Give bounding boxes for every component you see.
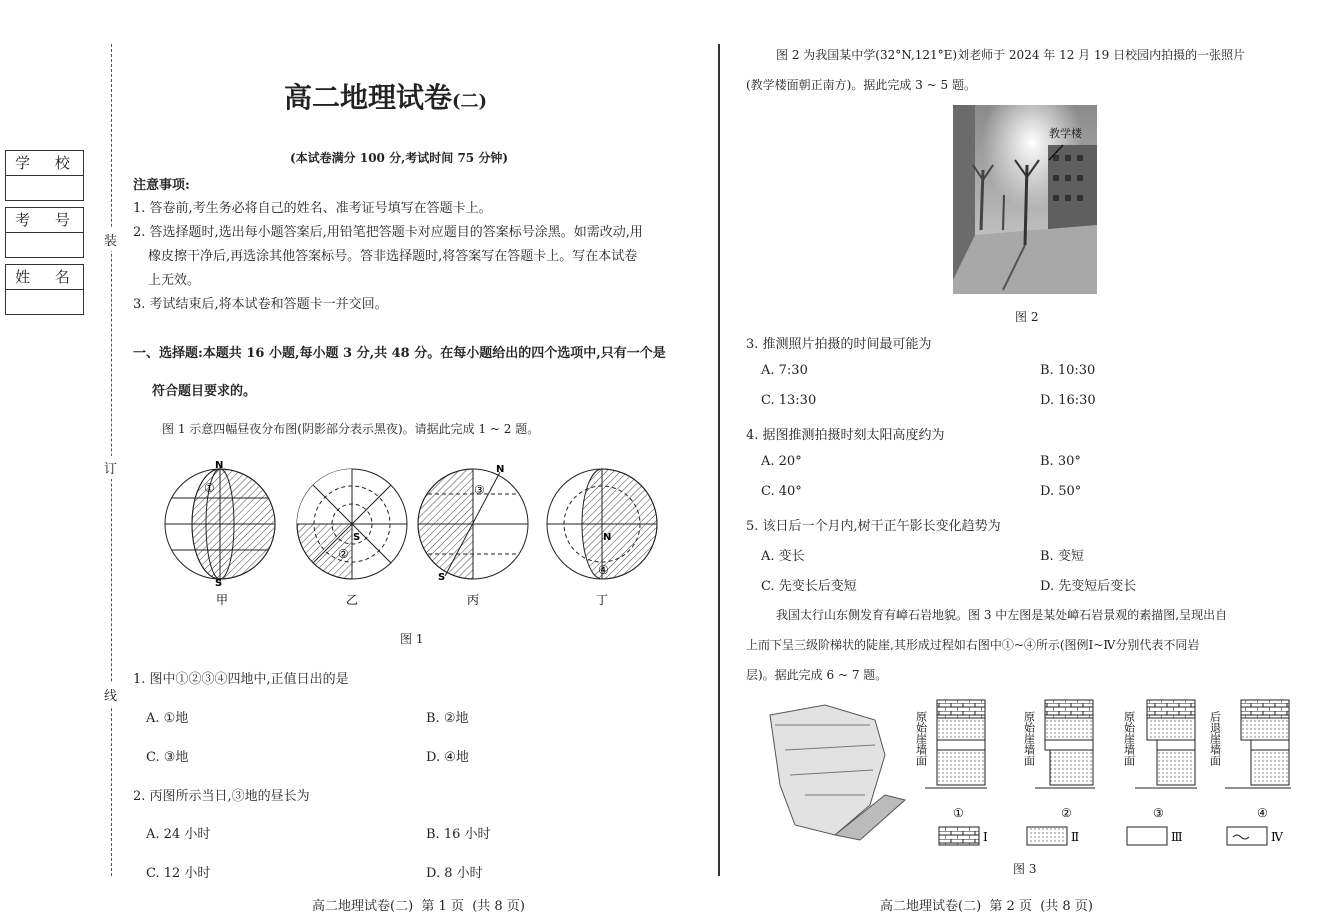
school-label: 学 校 (6, 151, 83, 176)
school-blank[interactable] (6, 176, 83, 200)
wall-label-1: 原始崖墙面 (914, 711, 928, 766)
q2-option-a[interactable]: A. 24 小时 (146, 827, 211, 842)
fig3-intro-line3: 层)。据此完成 6 ~ 7 题。 (746, 668, 888, 682)
exam-no-box (5, 207, 84, 258)
globe-yi (297, 469, 407, 579)
q3-option-b[interactable]: B. 10:30 (1040, 363, 1096, 378)
globe-bing (418, 469, 528, 579)
fig3-intro-line1: 我国太行山东侧发育有嶂石岩地貌。图 3 中左图是某处嶂石岩景观的素描图,呈现出自 (776, 608, 1228, 622)
q3-option-a[interactable]: A. 7:30 (761, 363, 808, 378)
notice-3: 3. 考试结束后,将本试卷和答题卡一并交回。 (133, 297, 388, 312)
section-1-heading: 一、选择题:本题共 16 小题,每小题 3 分,共 48 分。在每小题给出的四个选项中,只有一个是 (133, 346, 666, 361)
footer-page-2: 高二地理试卷(二) 第 2 页 (共 8 页) (880, 899, 1093, 914)
fig1-intro: 图 1 示意四幅昼夜分布图(阴影部分表示黑夜)。请据此完成 1 ~ 2 题。 (162, 422, 540, 436)
exam-no-label: 考 号 (6, 208, 83, 233)
label-ding: 丁 (596, 593, 609, 607)
wall-label-2: 原始崖墙面 (1022, 711, 1036, 766)
marker-4: ④ (598, 563, 609, 577)
legend-4: Ⅳ (1271, 830, 1283, 844)
q4-stem: 4. 据图推测拍摄时刻太阳高度约为 (746, 428, 945, 443)
fig2-caption: 图 2 (1015, 310, 1039, 324)
legend-swatch-3 (1127, 827, 1167, 845)
q2-option-b[interactable]: B. 16 小时 (426, 827, 491, 842)
fig3-caption: 图 3 (1013, 862, 1037, 876)
label-bing: 丙 (467, 593, 480, 607)
q1-stem: 1. 图中①②③④四地中,正值日出的是 (133, 672, 349, 687)
legend-swatch-2 (1027, 827, 1067, 845)
yi-S-label: S (353, 532, 361, 543)
binding-word-2: 订 (104, 456, 117, 479)
label-jia: 甲 (216, 593, 229, 607)
bing-S-label: S (438, 572, 446, 583)
exam-no-blank[interactable] (6, 233, 83, 257)
q4-option-b[interactable]: B. 30° (1040, 454, 1081, 469)
name-box (5, 264, 84, 315)
name-blank[interactable] (6, 290, 83, 314)
legend-swatch-4 (1227, 827, 1267, 845)
wall-label-3: 原始崖墙面 (1122, 711, 1136, 766)
jia-N-label: N (215, 460, 224, 471)
q3-stem: 3. 推测照片拍摄的时间最可能为 (746, 337, 932, 352)
subtitle: (本试卷满分 100 分,考试时间 75 分钟) (290, 151, 508, 165)
notice-heading: 注意事项: (133, 178, 190, 193)
figure-1 (160, 458, 660, 608)
wall-label-4: 后退崖墙面 (1208, 711, 1222, 766)
profile-4 (1225, 700, 1291, 788)
q2-option-d[interactable]: D. 8 小时 (426, 866, 483, 881)
step-2: ② (1061, 806, 1072, 820)
notice-2b: 橡皮擦干净后,再选涂其他答案标号。答非选择题时,将答案写在答题卡上。写在本试卷 (148, 249, 638, 264)
label-yi: 乙 (346, 593, 359, 607)
cliff-sketch (770, 705, 905, 840)
photo-label-teaching-building: 教学楼 (1049, 127, 1082, 140)
jia-S-label: S (215, 578, 223, 589)
step-4: ④ (1257, 806, 1268, 820)
marker-1: ① (204, 481, 215, 495)
q1-option-b[interactable]: B. ②地 (426, 711, 469, 726)
step-3: ③ (1153, 806, 1164, 820)
notice-2c: 上无效。 (148, 273, 201, 288)
figure-2-photo (953, 105, 1097, 294)
q5-option-d[interactable]: D. 先变短后变长 (1040, 579, 1137, 594)
marker-2: ② (338, 547, 349, 561)
marker-3: ③ (474, 483, 485, 497)
profile-2 (1035, 700, 1095, 788)
legend-3: Ⅲ (1171, 830, 1183, 844)
footer-page-1: 高二地理试卷(二) 第 1 页 (共 8 页) (312, 899, 525, 914)
profile-3 (1135, 700, 1197, 788)
fig1-caption: 图 1 (400, 632, 424, 646)
name-label: 姓 名 (6, 265, 83, 290)
q1-option-a[interactable]: A. ①地 (146, 711, 189, 726)
q4-option-c[interactable]: C. 40° (761, 484, 802, 499)
fig2-intro-line1: 图 2 为我国某中学(32°N,121°E)刘老师于 2024 年 12 月 19 日校园内拍摄的一张照片 (776, 48, 1246, 62)
legend-swatch-1 (939, 827, 979, 845)
q5-option-b[interactable]: B. 变短 (1040, 549, 1084, 564)
school-box (5, 150, 84, 201)
notice-1: 1. 答卷前,考生务必将自己的姓名、准考证号填写在答题卡上。 (133, 201, 492, 216)
q1-option-d[interactable]: D. ④地 (426, 750, 469, 765)
fig2-intro-line2: (教学楼面朝正南方)。据此完成 3 ~ 5 题。 (746, 78, 976, 92)
title-suffix: (二) (452, 91, 488, 112)
ding-N-label: N (603, 532, 612, 543)
q5-stem: 5. 该日后一个月内,树干正午影长变化趋势为 (746, 519, 1001, 534)
fig3-intro-line2: 上而下呈三级阶梯状的陡崖,其形成过程如右图中①~④所示(图例Ⅰ~Ⅳ分别代表不同岩 (746, 638, 1200, 652)
q2-option-c[interactable]: C. 12 小时 (146, 866, 211, 881)
page-title: 高二地理试卷(二) (284, 81, 488, 114)
step-1: ① (953, 806, 964, 820)
q2-stem: 2. 丙图所示当日,③地的昼长为 (133, 789, 310, 804)
q5-option-c[interactable]: C. 先变长后变短 (761, 579, 857, 594)
q5-option-a[interactable]: A. 变长 (761, 549, 805, 564)
legend-2: Ⅱ (1071, 830, 1080, 844)
notice-2: 2. 答选择题时,选出每小题答案后,用铅笔把答题卡对应题目的答案标号涂黑。如需改动,用 (133, 225, 643, 240)
binding-word-3: 线 (104, 683, 117, 706)
bing-N-label: N (496, 464, 505, 475)
globe-jia (165, 466, 275, 582)
q3-option-d[interactable]: D. 16:30 (1040, 393, 1096, 408)
q1-option-c[interactable]: C. ③地 (146, 750, 189, 765)
section-1-heading-cont: 符合题目要求的。 (152, 384, 257, 399)
figure-3 (765, 695, 1295, 855)
q3-option-c[interactable]: C. 13:30 (761, 393, 817, 408)
q4-option-a[interactable]: A. 20° (761, 454, 802, 469)
page-divider (718, 44, 720, 876)
legend-1: Ⅰ (983, 830, 988, 844)
q4-option-d[interactable]: D. 50° (1040, 484, 1082, 499)
binding-word-1: 装 (104, 228, 117, 251)
profile-1 (925, 700, 987, 788)
